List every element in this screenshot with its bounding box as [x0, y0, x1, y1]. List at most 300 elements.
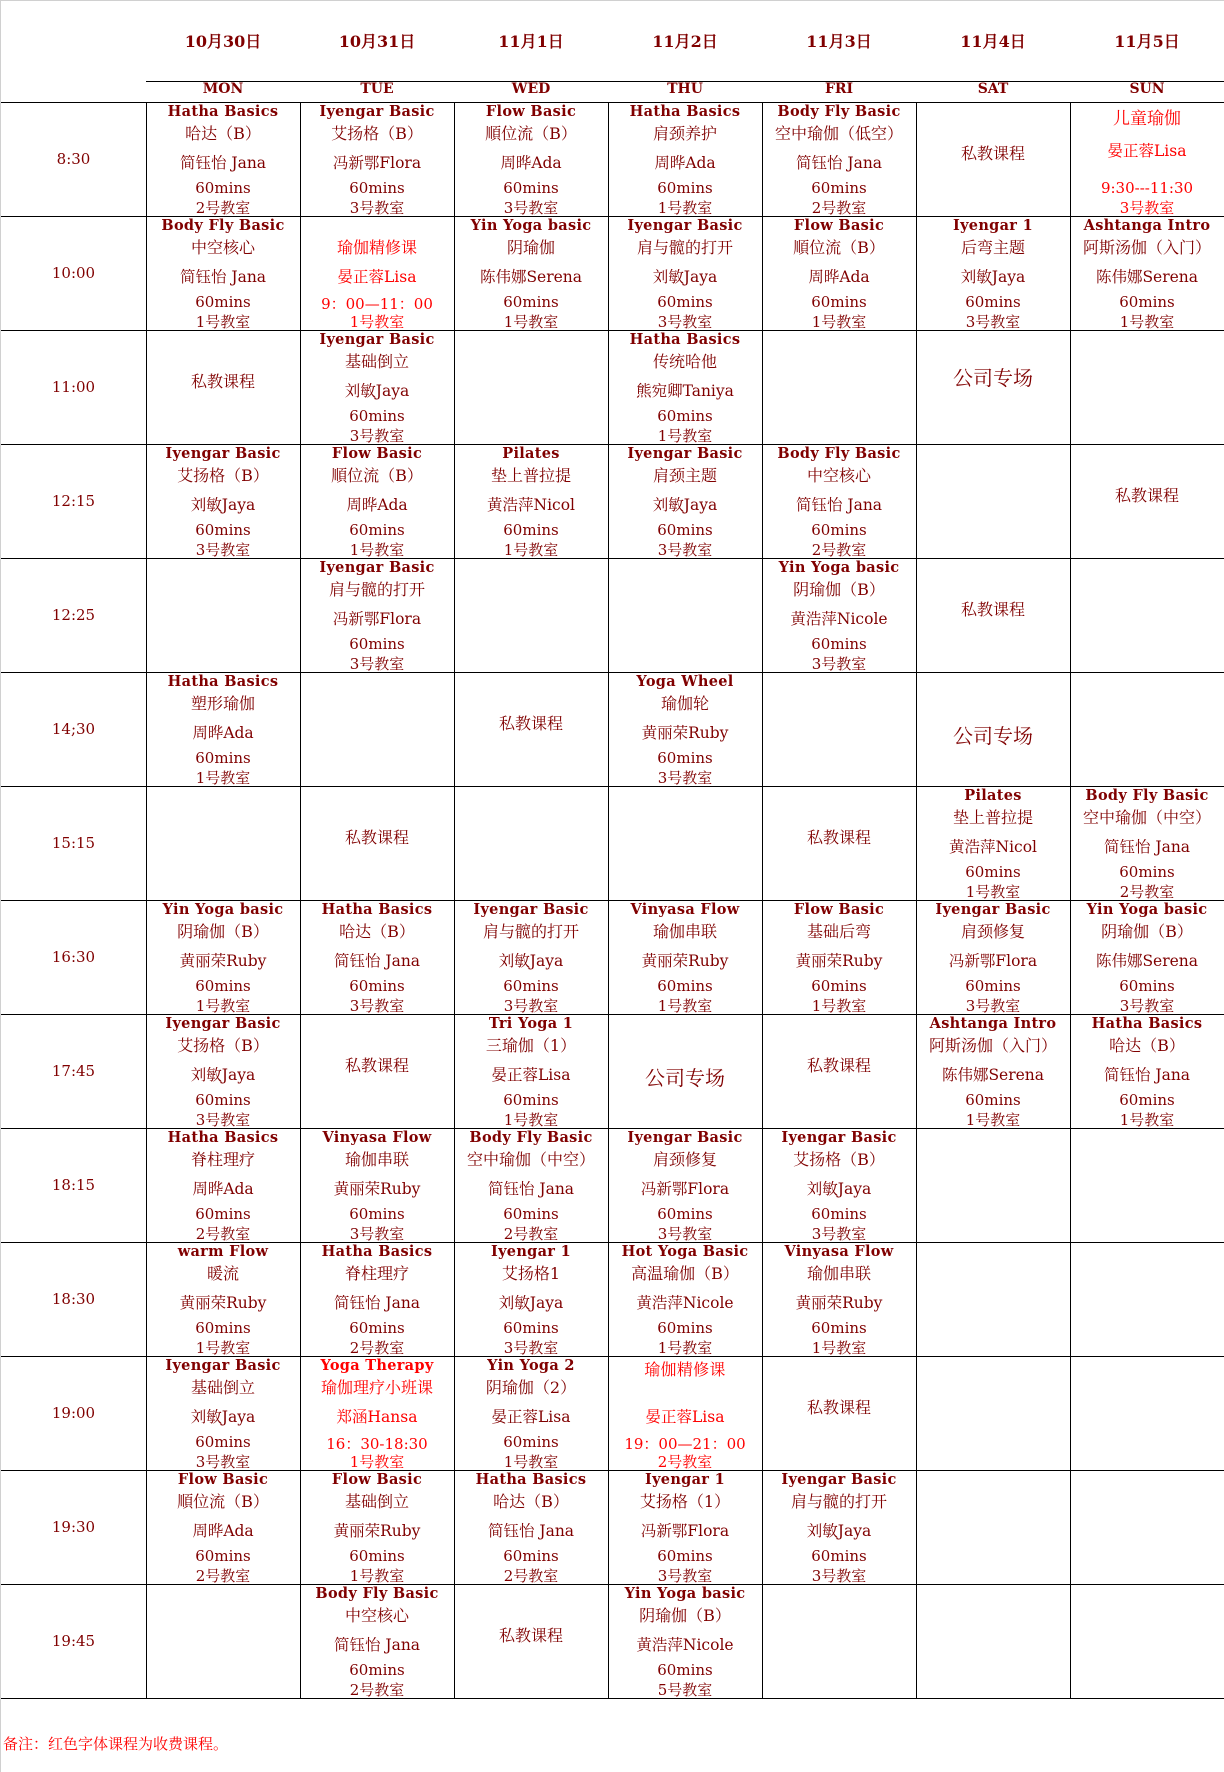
class-cell[interactable]	[300, 1356, 454, 1470]
class-cell[interactable]	[608, 1128, 762, 1242]
class-duration: 19：00—21：00	[624, 1435, 746, 1453]
teacher-name: 晏正蓉Lisa	[337, 268, 417, 286]
class-duration: 16：30-18:30	[326, 1435, 428, 1453]
class-cell[interactable]	[300, 1584, 454, 1698]
class-english-name: Yin Yoga basic	[778, 559, 900, 576]
class-duration: 60mins	[965, 977, 1021, 995]
class-chinese-name: 传统哈他	[652, 352, 717, 371]
class-duration: 60mins	[657, 293, 713, 311]
class-cell[interactable]	[762, 216, 916, 330]
classroom: 3号教室	[657, 1225, 713, 1243]
classroom: 1号教室	[657, 427, 713, 445]
time-slot-label: 11:00	[51, 378, 96, 396]
class-cell[interactable]	[762, 1242, 916, 1356]
weekday-header: TUE	[360, 81, 394, 97]
class-cell[interactable]	[146, 1242, 300, 1356]
company-session-label: 公司专场	[953, 724, 1033, 748]
class-english-name: Pilates	[502, 445, 560, 462]
class-cell[interactable]	[454, 102, 608, 216]
teacher-name: 黄丽荣Ruby	[641, 724, 729, 742]
class-chinese-name: 中空核心	[344, 1606, 409, 1625]
teacher-name: 周晔Ada	[192, 724, 254, 742]
class-cell[interactable]	[1070, 900, 1224, 1014]
time-slot-label: 16:30	[51, 948, 96, 966]
private-session-label: 私教课程	[960, 144, 1025, 163]
classroom: 2号教室	[1119, 883, 1175, 901]
teacher-name: 刘敏Jaya	[960, 268, 1026, 286]
weekday-header: SAT	[977, 81, 1009, 97]
classroom: 1号教室	[349, 313, 405, 331]
private-session-cell[interactable]	[1070, 444, 1224, 558]
class-chinese-name: 阴瑜伽	[506, 238, 555, 257]
class-chinese-name: 哈达（B）	[493, 1492, 569, 1511]
class-cell[interactable]	[608, 330, 762, 444]
class-english-name: Iyengar Basic	[165, 1015, 281, 1032]
class-chinese-name: 肩颈养护	[652, 124, 717, 143]
teacher-name: 冯新鄂Flora	[948, 952, 1038, 970]
classroom: 3号教室	[965, 313, 1021, 331]
private-session-cell[interactable]	[146, 330, 300, 444]
classroom: 2号教室	[503, 1225, 559, 1243]
class-cell[interactable]	[300, 900, 454, 1014]
class-duration: 60mins	[811, 977, 867, 995]
class-duration: 60mins	[965, 1091, 1021, 1109]
classroom: 3号教室	[657, 541, 713, 559]
class-cell[interactable]	[146, 900, 300, 1014]
class-duration: 60mins	[657, 1205, 713, 1223]
class-chinese-name: 阿斯汤伽（入门）	[1082, 238, 1211, 257]
class-duration: 60mins	[195, 1205, 251, 1223]
classroom: 2号教室	[349, 1339, 405, 1357]
class-english-name: Tri Yoga 1	[488, 1015, 574, 1032]
company-session-label: 公司专场	[953, 366, 1033, 390]
class-cell[interactable]	[608, 1584, 762, 1698]
class-duration: 60mins	[349, 521, 405, 539]
footnote: 备注：红色字体课程为收费课程。	[3, 1735, 229, 1753]
teacher-name: 刘敏Jaya	[190, 1408, 256, 1426]
class-duration: 60mins	[1119, 1091, 1175, 1109]
class-cell[interactable]	[454, 1128, 608, 1242]
teacher-name: 熊宛卿Taniya	[636, 382, 734, 400]
class-english-name: Iyengar 1	[491, 1243, 571, 1260]
class-duration: 60mins	[811, 293, 867, 311]
class-cell[interactable]	[454, 1014, 608, 1128]
class-chinese-name: 肩与髋的打开	[482, 922, 579, 941]
class-duration: 60mins	[657, 1319, 713, 1337]
company-session-cell[interactable]	[608, 1014, 762, 1128]
teacher-name: 简钰怡 Jana	[1103, 1066, 1191, 1084]
time-slot-label: 19:30	[51, 1518, 96, 1536]
class-duration: 60mins	[349, 1661, 405, 1679]
class-cell[interactable]	[454, 1470, 608, 1584]
teacher-name: 冯新鄂Flora	[640, 1522, 730, 1540]
teacher-name: 黄浩萍Nicole	[636, 1636, 734, 1654]
class-cell[interactable]	[762, 444, 916, 558]
class-english-name: Iyengar Basic	[165, 1357, 281, 1374]
classroom: 2号教室	[811, 199, 867, 217]
class-duration: 60mins	[1119, 863, 1175, 881]
teacher-name: 简钰怡 Jana	[795, 154, 883, 172]
class-duration: 60mins	[503, 1319, 559, 1337]
classroom: 1号教室	[811, 313, 867, 331]
class-chinese-name: 阴瑜伽（B）	[1101, 922, 1193, 941]
class-duration: 60mins	[811, 635, 867, 653]
class-cell[interactable]	[608, 216, 762, 330]
class-duration: 60mins	[811, 521, 867, 539]
class-english-name: Iyengar Basic	[627, 1129, 743, 1146]
class-chinese-name: 后弯主题	[960, 238, 1025, 257]
class-cell[interactable]	[146, 672, 300, 786]
class-duration: 60mins	[811, 179, 867, 197]
time-slot-label: 18:15	[51, 1176, 96, 1194]
weekday-header: FRI	[824, 81, 854, 97]
private-session-cell[interactable]	[762, 786, 916, 900]
teacher-name: 黄丽荣Ruby	[641, 952, 729, 970]
classroom: 1号教室	[657, 997, 713, 1015]
class-english-name: Ashtanga Intro	[1083, 217, 1211, 234]
class-cell[interactable]	[146, 1356, 300, 1470]
classroom: 2号教室	[811, 541, 867, 559]
teacher-name: 陈伟娜Serena	[1095, 952, 1199, 970]
teacher-name: 黄浩萍Nicol	[949, 838, 1037, 856]
classroom: 3号教室	[349, 427, 405, 445]
class-cell[interactable]	[608, 1470, 762, 1584]
class-english-name: Hatha Basics	[1091, 1015, 1203, 1032]
teacher-name: 周晔Ada	[500, 154, 562, 172]
time-slot-label: 17:45	[51, 1062, 96, 1080]
class-chinese-name: 順位流（B）	[485, 124, 577, 143]
class-chinese-name: 肩与髋的打开	[328, 580, 425, 599]
private-session-cell[interactable]	[762, 1356, 916, 1470]
class-english-name: Yin Yoga basic	[624, 1585, 746, 1602]
classroom: 1号教室	[195, 769, 251, 787]
class-cell[interactable]	[608, 900, 762, 1014]
class-cell[interactable]	[916, 216, 1070, 330]
class-english-name: Body Fly Basic	[315, 1585, 439, 1602]
class-cell[interactable]	[146, 1014, 300, 1128]
weekday-header: MON	[202, 81, 244, 97]
class-duration: 60mins	[657, 1661, 713, 1679]
class-chinese-name: 順位流（B）	[331, 466, 423, 485]
class-english-name: Ashtanga Intro	[929, 1015, 1057, 1032]
class-english-name: Yin Yoga basic	[1086, 901, 1208, 918]
teacher-name: 简钰怡 Jana	[179, 268, 267, 286]
classroom: 1号教室	[657, 1339, 713, 1357]
class-duration: 60mins	[349, 1205, 405, 1223]
class-english-name: Yoga Wheel	[636, 673, 734, 690]
private-session-cell[interactable]	[300, 1014, 454, 1128]
class-duration: 60mins	[657, 179, 713, 197]
private-session-cell[interactable]	[916, 102, 1070, 216]
teacher-name: 黄浩萍Nicole	[790, 610, 888, 628]
class-chinese-name: 肩颈修复	[960, 922, 1025, 941]
class-duration: 60mins	[195, 1547, 251, 1565]
class-cell[interactable]	[762, 1128, 916, 1242]
class-cell[interactable]	[300, 216, 454, 330]
company-session-cell[interactable]	[916, 672, 1070, 786]
class-duration: 60mins	[1119, 977, 1175, 995]
class-cell[interactable]	[1070, 1014, 1224, 1128]
class-cell[interactable]	[916, 1014, 1070, 1128]
class-chinese-name: 艾扬格（B）	[177, 466, 269, 485]
classroom: 1号教室	[349, 1453, 405, 1471]
class-duration: 60mins	[349, 1547, 405, 1565]
class-cell[interactable]	[762, 102, 916, 216]
classroom: 1号教室	[349, 1567, 405, 1585]
class-chinese-name: 哈达（B）	[1109, 1036, 1185, 1055]
class-chinese-name: 阴瑜伽（2）	[485, 1378, 577, 1397]
classroom: 3号教室	[349, 1225, 405, 1243]
class-cell[interactable]	[916, 900, 1070, 1014]
teacher-name: 简钰怡 Jana	[487, 1522, 575, 1540]
class-english-name: Iyengar Basic	[165, 445, 281, 462]
class-chinese-name: 哈达（B）	[339, 922, 415, 941]
class-chinese-name: 阴瑜伽（B）	[793, 580, 885, 599]
class-english-name: Iyengar Basic	[319, 559, 435, 576]
class-english-name: Hatha Basics	[167, 1129, 279, 1146]
class-cell[interactable]	[762, 1470, 916, 1584]
class-duration: 60mins	[965, 863, 1021, 881]
class-chinese-name: 瑜伽理疗小班课	[320, 1378, 433, 1397]
classroom: 3号教室	[811, 1225, 867, 1243]
teacher-name: 冯新鄂Flora	[332, 154, 422, 172]
class-english-name: Iyengar Basic	[473, 901, 589, 918]
teacher-name: 晏正蓉Lisa	[491, 1408, 571, 1426]
teacher-name: 黄丽荣Ruby	[795, 952, 883, 970]
class-chinese-name: 肩与髋的打开	[790, 1492, 887, 1511]
class-duration: 60mins	[503, 179, 559, 197]
class-english-name: Flow Basic	[793, 901, 885, 918]
class-english-name: Iyengar Basic	[935, 901, 1051, 918]
private-session-label: 私教课程	[806, 1398, 871, 1417]
date-header: 10月31日	[338, 32, 416, 51]
class-duration: 60mins	[811, 1547, 867, 1565]
class-english-name: Body Fly Basic	[1085, 787, 1209, 804]
class-cell[interactable]	[300, 1242, 454, 1356]
time-slot-label: 19:00	[51, 1404, 96, 1422]
class-english-name: Flow Basic	[331, 445, 423, 462]
class-cell[interactable]	[454, 1242, 608, 1356]
private-session-label: 私教课程	[1114, 486, 1179, 505]
teacher-name: 黄丽荣Ruby	[795, 1294, 883, 1312]
class-english-name: Body Fly Basic	[777, 103, 901, 120]
class-cell[interactable]	[300, 102, 454, 216]
class-chinese-name: 基础倒立	[344, 352, 409, 371]
classroom: 3号教室	[1119, 199, 1175, 217]
classroom: 2号教室	[195, 1567, 251, 1585]
class-cell[interactable]	[300, 1470, 454, 1584]
class-cell[interactable]	[916, 786, 1070, 900]
class-chinese-name: 肩与髋的打开	[636, 238, 733, 257]
class-cell[interactable]	[146, 102, 300, 216]
class-cell[interactable]	[608, 444, 762, 558]
class-cell[interactable]	[300, 330, 454, 444]
class-chinese-name: 艾扬格（B）	[331, 124, 423, 143]
teacher-name: 黄丽荣Ruby	[179, 952, 267, 970]
teacher-name: 刘敏Jaya	[498, 952, 564, 970]
classroom: 1号教室	[965, 1111, 1021, 1129]
class-duration: 60mins	[657, 521, 713, 539]
class-duration: 60mins	[503, 1433, 559, 1451]
classroom: 2号教室	[657, 1453, 713, 1471]
teacher-name: 晏正蓉Lisa	[491, 1066, 571, 1084]
date-header: 11月4日	[960, 32, 1026, 51]
class-english-name: Iyengar 1	[645, 1471, 725, 1488]
class-chinese-name: 順位流（B）	[793, 238, 885, 257]
class-cell[interactable]	[762, 558, 916, 672]
class-english-name: Pilates	[964, 787, 1022, 804]
class-chinese-name: 中空核心	[806, 466, 871, 485]
grid-line-h	[146, 81, 1224, 82]
teacher-name: 郑涵Hansa	[336, 1408, 418, 1426]
classroom: 1号教室	[503, 541, 559, 559]
classroom: 3号教室	[503, 199, 559, 217]
class-duration: 60mins	[349, 407, 405, 425]
class-cell[interactable]	[608, 1242, 762, 1356]
class-cell[interactable]	[762, 900, 916, 1014]
date-header: 11月2日	[652, 32, 718, 51]
class-duration: 60mins	[657, 749, 713, 767]
class-duration: 60mins	[503, 1091, 559, 1109]
class-cell[interactable]	[454, 216, 608, 330]
class-chinese-name: 瑜伽精修课	[336, 238, 417, 257]
class-duration: 60mins	[503, 521, 559, 539]
class-duration: 60mins	[503, 977, 559, 995]
teacher-name: 晏正蓉Lisa	[1107, 142, 1187, 160]
class-cell[interactable]	[454, 444, 608, 558]
class-english-name: Vinyasa Flow	[322, 1129, 432, 1146]
class-cell[interactable]	[608, 672, 762, 786]
class-chinese-name: 基础倒立	[344, 1492, 409, 1511]
class-chinese-name: 三瑜伽（1）	[485, 1036, 577, 1055]
class-chinese-name: 中空核心	[190, 238, 255, 257]
class-english-name: Hatha Basics	[167, 673, 279, 690]
company-session-cell[interactable]	[916, 330, 1070, 444]
class-cell[interactable]	[146, 1128, 300, 1242]
class-cell[interactable]	[1070, 102, 1224, 216]
class-duration: 60mins	[503, 1547, 559, 1565]
class-chinese-name: 瑜伽串联	[652, 922, 717, 941]
classroom: 3号教室	[811, 655, 867, 673]
teacher-name: 刘敏Jaya	[190, 1066, 256, 1084]
date-header: 11月1日	[498, 32, 564, 51]
classroom: 1号教室	[503, 1453, 559, 1471]
class-cell[interactable]	[608, 102, 762, 216]
class-cell[interactable]	[300, 558, 454, 672]
teacher-name: 简钰怡 Jana	[795, 496, 883, 514]
class-duration: 60mins	[195, 521, 251, 539]
class-english-name: Body Fly Basic	[469, 1129, 593, 1146]
teacher-name: 陈伟娜Serena	[479, 268, 583, 286]
teacher-name: 黄丽荣Ruby	[333, 1522, 421, 1540]
time-slot-label: 8:30	[56, 150, 91, 168]
teacher-name: 简钰怡 Jana	[333, 952, 421, 970]
class-english-name: Flow Basic	[793, 217, 885, 234]
class-duration: 60mins	[195, 293, 251, 311]
class-chinese-name: 空中瑜伽（中空）	[466, 1150, 595, 1169]
class-duration: 60mins	[195, 1433, 251, 1451]
class-duration: 60mins	[349, 635, 405, 653]
class-english-name: Body Fly Basic	[161, 217, 285, 234]
class-cell[interactable]	[1070, 216, 1224, 330]
class-duration: 60mins	[349, 1319, 405, 1337]
classroom: 1号教室	[1119, 313, 1175, 331]
time-slot-label: 10:00	[51, 264, 96, 282]
class-chinese-name: 塑形瑜伽	[190, 694, 255, 713]
class-english-name: Vinyasa Flow	[784, 1243, 894, 1260]
class-english-name: Iyengar Basic	[319, 103, 435, 120]
classroom: 3号教室	[349, 199, 405, 217]
class-cell[interactable]	[146, 1470, 300, 1584]
class-cell[interactable]	[300, 444, 454, 558]
private-session-label: 私教课程	[498, 1626, 563, 1645]
class-cell[interactable]	[454, 1356, 608, 1470]
class-cell[interactable]	[608, 1356, 762, 1470]
class-chinese-name: 阴瑜伽（B）	[639, 1606, 731, 1625]
classroom: 1号教室	[349, 541, 405, 559]
class-english-name: Flow Basic	[177, 1471, 269, 1488]
private-session-cell[interactable]	[916, 558, 1070, 672]
class-english-name: Body Fly Basic	[777, 445, 901, 462]
class-english-name: Yin Yoga 2	[487, 1357, 575, 1374]
class-english-name: Hot Yoga Basic	[621, 1243, 749, 1260]
class-english-name: Iyengar 1	[953, 217, 1033, 234]
teacher-name: 冯新鄂Flora	[640, 1180, 730, 1198]
private-session-label: 私教课程	[960, 600, 1025, 619]
class-chinese-name: 脊柱理疗	[344, 1264, 409, 1283]
time-slot-label: 15:15	[51, 834, 96, 852]
private-session-cell[interactable]	[762, 1014, 916, 1128]
class-chinese-name: 基础后弯	[806, 922, 871, 941]
classroom: 1号教室	[503, 1111, 559, 1129]
private-session-label: 私教课程	[498, 714, 563, 733]
teacher-name: 简钰怡 Jana	[1103, 838, 1191, 856]
private-session-label: 私教课程	[344, 828, 409, 847]
class-duration: 60mins	[195, 749, 251, 767]
class-cell[interactable]	[146, 216, 300, 330]
teacher-name: 刘敏Jaya	[806, 1180, 872, 1198]
class-english-name: Hatha Basics	[629, 103, 741, 120]
class-duration: 60mins	[811, 1205, 867, 1223]
class-chinese-name: 瑜伽串联	[806, 1264, 871, 1283]
class-duration: 60mins	[349, 179, 405, 197]
class-english-name: Iyengar Basic	[627, 445, 743, 462]
class-chinese-name: 阴瑜伽（B）	[177, 922, 269, 941]
classroom: 3号教室	[503, 1339, 559, 1357]
class-cell[interactable]	[454, 900, 608, 1014]
private-session-cell[interactable]	[300, 786, 454, 900]
teacher-name: 周晔Ada	[654, 154, 716, 172]
time-slot-label: 12:25	[51, 606, 96, 624]
class-chinese-name: 艾扬格1	[501, 1264, 561, 1283]
teacher-name: 黄浩萍Nicole	[636, 1294, 734, 1312]
classroom: 3号教室	[657, 1567, 713, 1585]
class-cell[interactable]	[300, 1128, 454, 1242]
class-duration: 60mins	[657, 1547, 713, 1565]
class-cell[interactable]	[1070, 786, 1224, 900]
teacher-name: 简钰怡 Jana	[179, 154, 267, 172]
classroom: 3号教室	[657, 769, 713, 787]
class-duration: 60mins	[503, 293, 559, 311]
class-cell[interactable]	[146, 444, 300, 558]
private-session-cell[interactable]	[454, 1584, 608, 1698]
private-session-cell[interactable]	[454, 672, 608, 786]
class-chinese-name: 儿童瑜伽	[1113, 109, 1181, 129]
classroom: 1号教室	[657, 199, 713, 217]
classroom: 3号教室	[811, 1567, 867, 1585]
class-duration: 60mins	[195, 1091, 251, 1109]
class-chinese-name: 瑜伽串联	[344, 1150, 409, 1169]
